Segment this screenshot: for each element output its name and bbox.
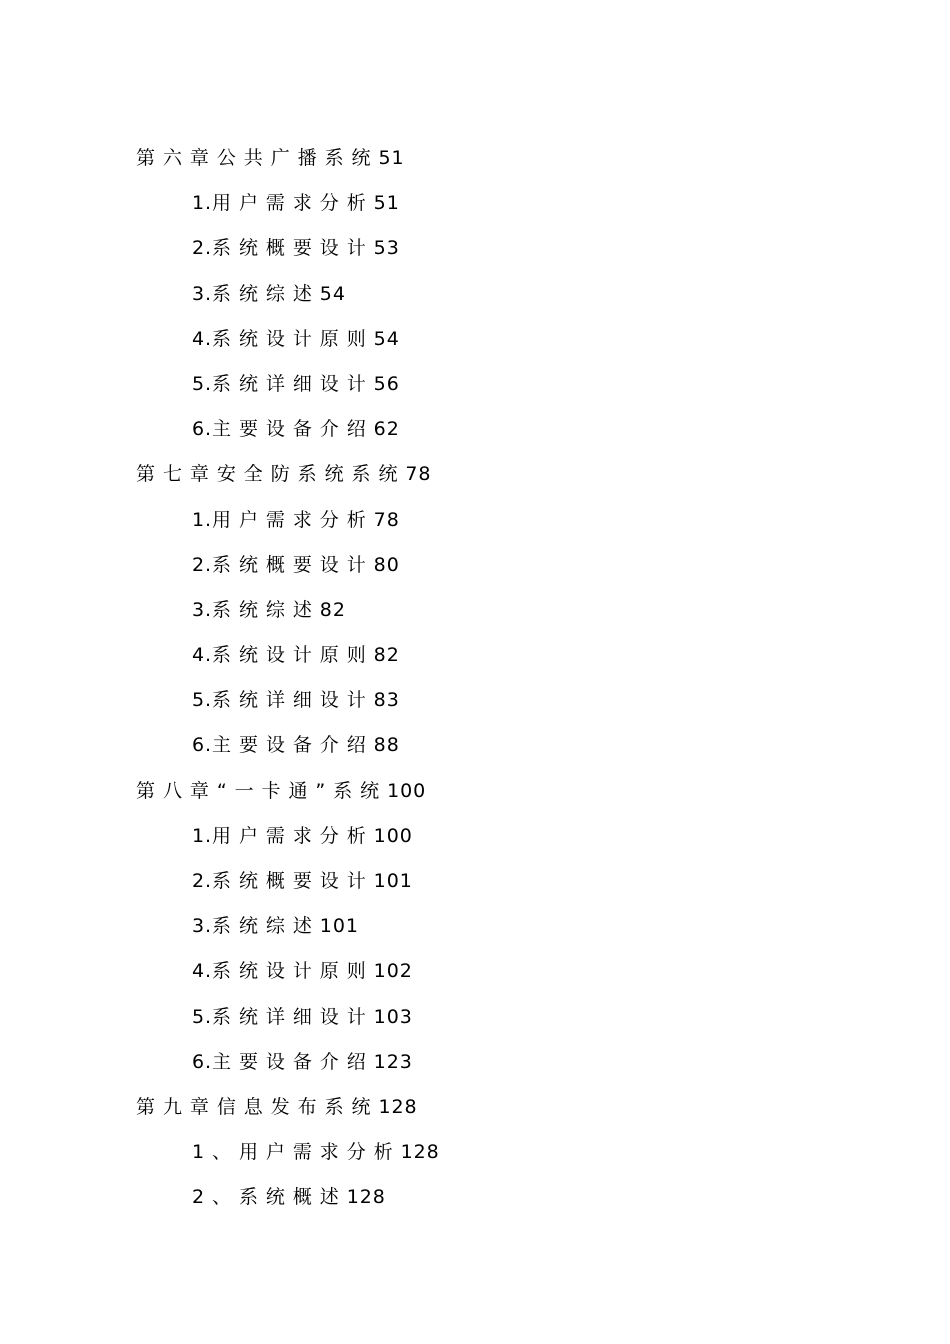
toc-item[interactable]: 1 、 用 户 需 求 分 析 128 [192,1141,440,1164]
toc-item[interactable]: 1.用 户 需 求 分 析 78 [192,508,400,531]
toc-item[interactable]: 2.系 统 概 要 设 计 53 [192,237,400,260]
toc-item[interactable]: 3.系 统 综 述 54 [192,282,346,305]
toc-item[interactable]: 1.用 户 需 求 分 析 100 [192,824,413,847]
toc-item[interactable]: 6.主 要 设 备 介 绍 62 [192,418,400,441]
toc-item[interactable]: 6.主 要 设 备 介 绍 123 [192,1050,413,1073]
toc-item[interactable]: 4.系 统 设 计 原 则 54 [192,327,400,350]
toc-chapter-8[interactable]: 第 八 章 “ 一 卡 通 ” 系 统 100 [136,779,427,802]
toc-item[interactable]: 4.系 统 设 计 原 则 102 [192,960,413,983]
toc-item[interactable]: 3.系 统 综 述 82 [192,598,346,621]
toc-chapter-9[interactable]: 第 九 章 信 息 发 布 系 统 128 [136,1095,418,1118]
table-of-contents [0,140,950,1225]
toc-item[interactable]: 2.系 统 概 要 设 计 101 [192,870,413,892]
toc-item[interactable]: 1.用 户 需 求 分 析 51 [192,192,400,215]
toc-item[interactable]: 5.系 统 详 细 设 计 103 [192,1005,413,1028]
toc-item[interactable]: 6.主 要 设 备 介 绍 88 [192,734,400,757]
toc-item[interactable]: 2 、 系 统 概 述 128 [192,1186,386,1209]
toc-item[interactable]: 3.系 统 综 述 101 [192,915,359,938]
toc-item[interactable]: 5.系 统 详 细 设 计 56 [192,372,400,395]
toc-chapter-7[interactable]: 第 七 章 安 全 防 系 统 系 统 78 [136,463,432,486]
toc-chapter-6[interactable]: 第 六 章 公 共 广 播 系 统 51 [136,147,405,169]
toc-item[interactable]: 5.系 统 详 细 设 计 83 [192,689,400,712]
toc-item[interactable]: 2.系 统 概 要 设 计 80 [192,553,400,576]
toc-item[interactable]: 4.系 统 设 计 原 则 82 [192,644,400,667]
